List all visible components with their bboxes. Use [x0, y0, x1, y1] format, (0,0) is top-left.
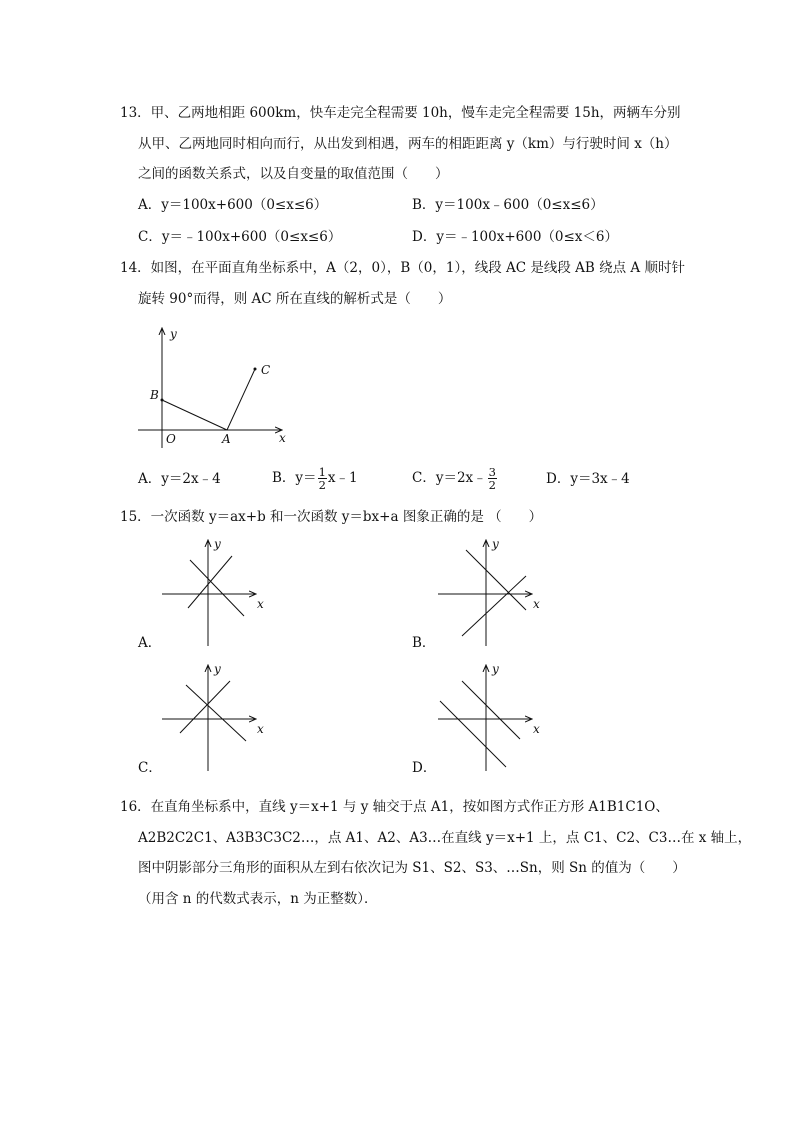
- q15-graph-c: [160, 661, 272, 773]
- q14-option-b-prefix: B．y＝: [272, 470, 317, 486]
- q14-line-1: 14．如图，在平面直角坐标系中，A（2，0），B（0，1），线段 AC 是线段 AB 绕点 A 顺时针: [120, 260, 685, 276]
- q14-option-b: [272, 461, 358, 495]
- q15c-label-x: x: [257, 722, 264, 736]
- q16-line-4: （用含 n 的代数式表示，n 为正整数）．: [138, 891, 378, 907]
- q15-label-a: A．: [138, 635, 162, 651]
- q15d-line-1: [462, 681, 520, 739]
- q15-label-d: D．: [412, 760, 437, 776]
- q15a-line-2: [190, 560, 244, 616]
- q15-graph-d: [436, 661, 548, 773]
- q14-option-b-numerator: 1: [318, 465, 326, 479]
- q15-graph-b: [436, 536, 548, 648]
- q15b-line-2: [466, 550, 526, 610]
- q14-segment-ac: [227, 369, 255, 430]
- q14-segment-ab: [162, 400, 227, 430]
- q14-figure: [130, 322, 300, 452]
- q15a-label-x: x: [257, 597, 264, 611]
- q15c-line-1: [180, 681, 230, 733]
- q13-option-d: D．y＝﹣100x+600（0≤x＜6）: [412, 229, 619, 245]
- q14-option-b-denominator: 2: [318, 478, 326, 492]
- q16-line-1: 16．在直角坐标系中，直线 y＝x+1 与 y 轴交于点 A1，按如图方式作正方形 A1B1C1O、: [120, 799, 669, 815]
- q14-option-c-prefix: C．y＝2x﹣: [412, 470, 487, 486]
- q15b-label-y: y: [492, 537, 499, 551]
- q14-option-a: A．y＝2x﹣4: [138, 471, 221, 487]
- q15-graph-a: [160, 536, 272, 648]
- q16-line-3: 图中阴影部分三角形的面积从左到右依次记为 S1、S2、S3、…Sn，则 Sn 的值为（ ）: [138, 860, 686, 876]
- q14-label-x: x: [279, 431, 286, 445]
- q13-line-2: 从甲、乙两地同时相向而行，从出发到相遇，两车的相距距离 y（km）与行驶时间 x（h）: [138, 136, 678, 152]
- q15a-line-1: [188, 556, 232, 608]
- q14-label-o: O: [166, 432, 176, 446]
- q13-option-a: A．y＝100x+600（0≤x≤6）: [138, 197, 328, 213]
- q15b-label-x: x: [533, 597, 540, 611]
- q14-option-b-fraction: [318, 466, 327, 491]
- q16-line-2: A2B2C2C1、A3B3C3C2…，点 A1、A2、A3…在直线 y＝x+1 上，点 C1、C2、C3…在 x 轴上，: [138, 830, 752, 846]
- q14-option-c: [412, 461, 498, 495]
- q14-label-a: A: [222, 432, 231, 446]
- q14-option-c-numerator: 3: [488, 465, 496, 479]
- q15a-label-y: y: [214, 537, 221, 551]
- q14-option-b-suffix: x﹣1: [327, 470, 358, 486]
- q14-option-d: D．y＝3x﹣4: [546, 471, 630, 487]
- q14-option-c-fraction: [488, 466, 497, 491]
- q14-line-2: 旋转 90°而得，则 AC 所在直线的解析式是（ ）: [138, 291, 452, 307]
- q15c-label-y: y: [214, 662, 221, 676]
- q15d-label-y: y: [492, 662, 499, 676]
- q15-label-c: C．: [138, 760, 162, 776]
- q14-label-y: y: [170, 327, 177, 341]
- q15d-line-2: [440, 701, 506, 767]
- q13-option-b: B．y＝100x﹣600（0≤x≤6）: [412, 197, 604, 213]
- q15d-label-x: x: [533, 722, 540, 736]
- q15b-line-1: [462, 576, 526, 636]
- q14-label-b: B: [150, 388, 159, 402]
- q13-option-c: C．y＝﹣100x+600（0≤x≤6）: [138, 229, 342, 245]
- q14-option-c-denominator: 2: [488, 478, 496, 492]
- q15-label-b: B．: [412, 635, 436, 651]
- q15c-line-2: [186, 685, 246, 741]
- q13-line-3: 之间的函数关系式，以及自变量的取值范围（ ）: [138, 166, 449, 182]
- q15-line-1: 15．一次函数 y＝ax+b 和一次函数 y＝bx+a 图象正确的是 （ ）: [120, 509, 543, 525]
- q13-line-1: 13．甲、乙两地相距 600km，快车走完全程需要 10h，慢车走完全程需要 15h，两辆车分别: [120, 105, 681, 121]
- q14-label-c: C: [261, 363, 271, 377]
